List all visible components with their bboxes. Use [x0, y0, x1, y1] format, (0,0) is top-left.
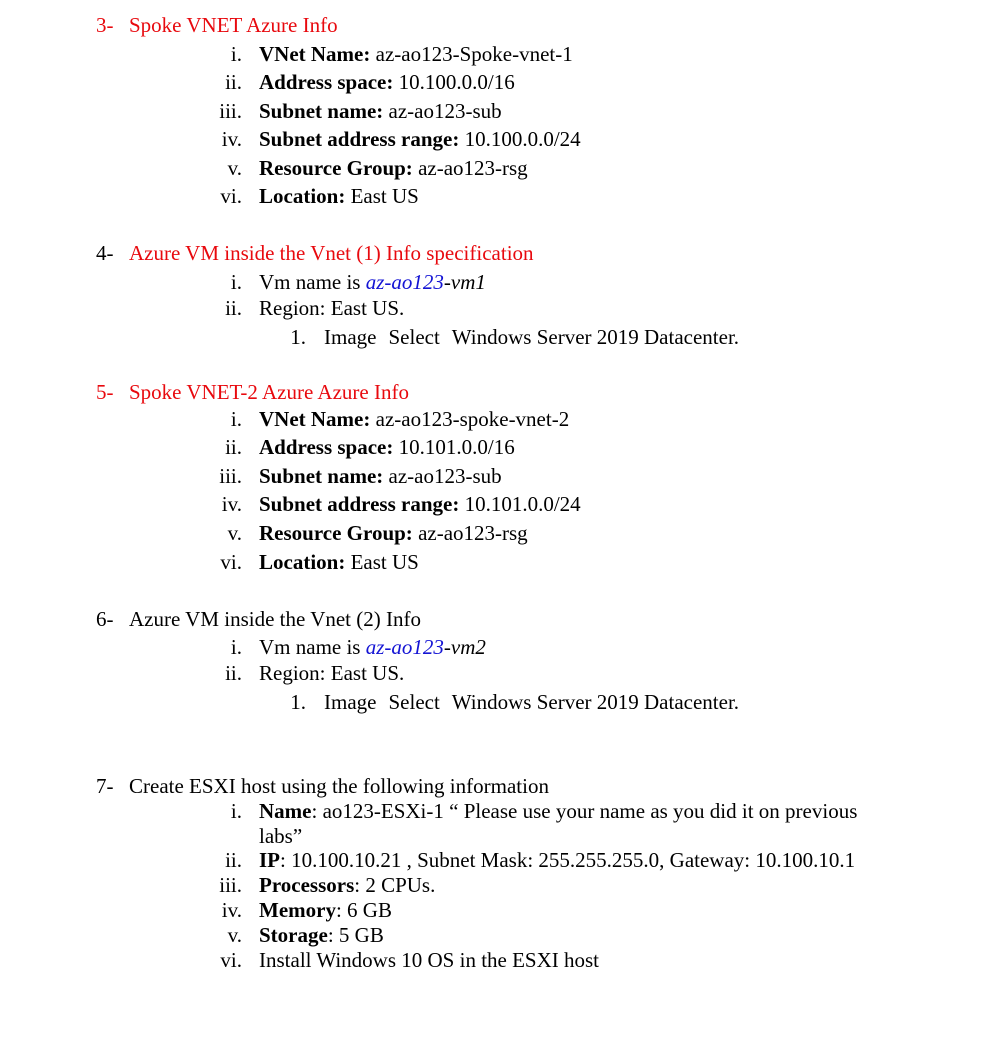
field-label: Subnet name:: [259, 464, 384, 488]
field-value: [259, 70, 515, 95]
list-marker: i.: [230, 270, 242, 294]
field-value: : 2 CPUs.: [354, 873, 436, 897]
field-value: : 10.100.10.21 , Subnet Mask: 255.255.255.0, Gateway: 10.100.10.1: [280, 848, 856, 872]
list-marker: ii.: [225, 296, 242, 320]
list-marker: vi.: [220, 948, 242, 972]
field-value: -vm1: [443, 270, 486, 294]
field-value: [259, 407, 569, 432]
field-label: Memory: [259, 898, 336, 922]
field-value: [259, 464, 502, 489]
field-value: Vm name is: [259, 270, 366, 294]
list-marker: iii.: [219, 99, 242, 123]
field-value: [259, 42, 573, 67]
section-title: Spoke VNET Azure Info: [129, 13, 338, 37]
section-5-heading: [96, 380, 409, 404]
field-value: [259, 270, 486, 295]
list-marker: iv.: [221, 492, 242, 516]
field-value: : 6 GB: [335, 898, 392, 922]
field-value: [259, 898, 392, 923]
field-label: Resource Group:: [259, 521, 413, 545]
field-value: az-ao123-Spoke-vnet-1: [370, 42, 573, 66]
list-marker: i.: [230, 799, 242, 823]
field-value: az-ao123-sub: [383, 99, 502, 123]
field-value: 10.101.0.0/24: [459, 492, 581, 516]
section-4-heading: [96, 241, 534, 265]
list-marker: i.: [230, 635, 242, 659]
field-value: Windows Server 2019 Datacenter.: [451, 690, 740, 714]
list-marker: vi.: [220, 550, 242, 574]
list-marker: 1.: [290, 690, 306, 714]
section-title: Create ESXI host using the following information: [129, 774, 549, 798]
field-label: Processors: [259, 873, 355, 897]
list-marker: ii.: [225, 70, 242, 94]
field-value: [259, 848, 855, 873]
field-label: Address space:: [259, 435, 394, 459]
list-marker: iii.: [219, 464, 242, 488]
field-value: 10.100.0.0/24: [459, 127, 581, 151]
field-value: az-ao123-spoke-vnet-2: [370, 407, 570, 431]
field-value: [259, 521, 528, 546]
section-title: Azure VM inside the Vnet (1) Info specification: [129, 241, 534, 265]
field-value: : ao123-ESXi-1 “ Please use your name as you did it on previous labs”: [259, 799, 858, 848]
field-value: az-ao123: [365, 635, 444, 659]
field-value: Install Windows 10 OS in the ESXI host: [259, 948, 600, 972]
field-label: VNet Name:: [259, 407, 371, 431]
field-value: Vm name is: [259, 635, 366, 659]
field-value: [259, 550, 419, 575]
field-value: [259, 156, 528, 181]
list-marker: v.: [227, 156, 242, 180]
list-marker: v.: [227, 521, 242, 545]
field-value: [324, 325, 739, 350]
field-value: Region: East US.: [259, 661, 405, 685]
list-marker: 1.: [290, 325, 306, 349]
section-number: 3-: [96, 13, 114, 37]
field-value: Select: [388, 690, 440, 714]
list-marker: i.: [230, 42, 242, 66]
list-marker: ii.: [225, 435, 242, 459]
field-value: East US: [345, 184, 419, 208]
field-value: Windows Server 2019 Datacenter.: [451, 325, 740, 349]
field-value: [259, 435, 515, 460]
list-marker: v.: [227, 923, 242, 947]
field-value: az-ao123-sub: [383, 464, 502, 488]
field-value: [324, 690, 739, 715]
list-marker: iii.: [219, 873, 242, 897]
field-label: Name: [259, 799, 312, 823]
section-7-heading: [96, 774, 549, 798]
field-value: Image: [324, 325, 377, 349]
field-value: [259, 799, 899, 849]
list-marker: ii.: [225, 848, 242, 872]
field-value: az-ao123: [365, 270, 444, 294]
list-marker: iv.: [221, 898, 242, 922]
section-number: 6-: [96, 607, 114, 631]
field-value: az-ao123-rsg: [412, 156, 528, 180]
field-value: [259, 127, 581, 152]
field-label: VNet Name:: [259, 42, 371, 66]
list-marker: i.: [230, 407, 242, 431]
field-value: Region: East US.: [259, 296, 405, 320]
field-label: Location:: [259, 550, 346, 574]
field-value: Select: [388, 325, 440, 349]
field-label: Resource Group:: [259, 156, 413, 180]
field-value: [259, 635, 486, 660]
field-value: [259, 184, 419, 209]
field-label: IP: [259, 848, 280, 872]
field-label: Address space:: [259, 70, 394, 94]
field-value: [259, 923, 384, 948]
field-value: Image: [324, 690, 377, 714]
field-value: az-ao123-rsg: [412, 521, 528, 545]
field-value: 10.100.0.0/16: [393, 70, 515, 94]
list-marker: ii.: [225, 661, 242, 685]
field-value: -vm2: [443, 635, 486, 659]
section-number: 7-: [96, 774, 114, 798]
list-marker: vi.: [220, 184, 242, 208]
field-label: Storage: [259, 923, 328, 947]
section-title: Spoke VNET-2 Azure Azure Info: [129, 380, 409, 404]
field-value: [259, 99, 502, 124]
section-6-heading: [96, 607, 421, 631]
section-number: 5-: [96, 380, 114, 404]
field-value: [259, 873, 435, 898]
field-value: East US: [345, 550, 419, 574]
section-title: Azure VM inside the Vnet (2) Info: [129, 607, 421, 631]
field-label: Subnet address range:: [259, 492, 460, 516]
field-value: [259, 492, 581, 517]
section-number: 4-: [96, 241, 114, 265]
field-value: 10.101.0.0/16: [393, 435, 515, 459]
field-label: Location:: [259, 184, 346, 208]
field-label: Subnet name:: [259, 99, 384, 123]
section-3-heading: [96, 13, 338, 37]
list-marker: iv.: [221, 127, 242, 151]
field-value: : 5 GB: [327, 923, 384, 947]
field-label: Subnet address range:: [259, 127, 460, 151]
